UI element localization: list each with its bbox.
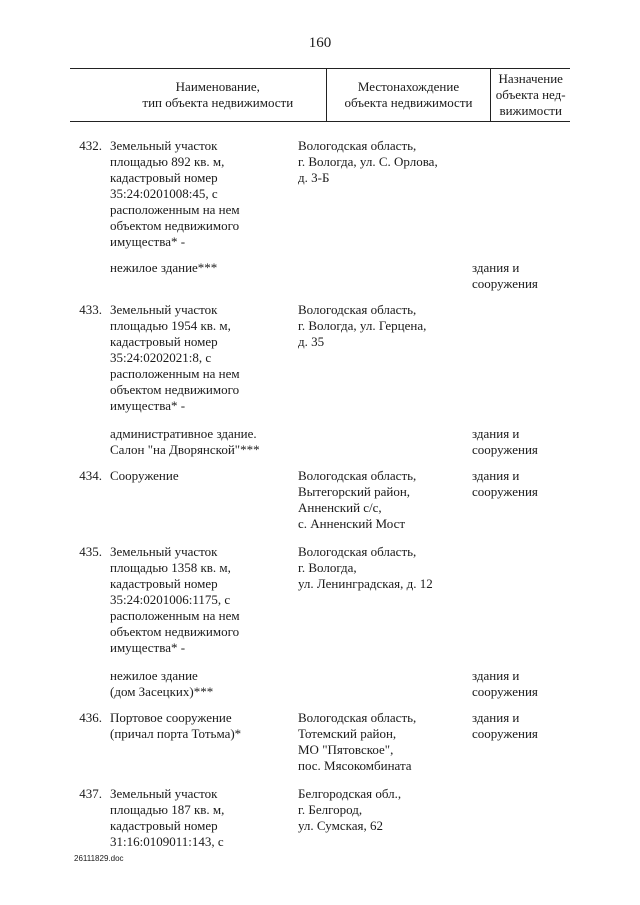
location-cell	[298, 710, 472, 774]
purpose-cell	[472, 302, 554, 414]
cell-line: сооружения	[472, 726, 538, 741]
cell-line: имущества* -	[110, 640, 186, 655]
header-purpose: Назначение объекта нед- вижимости	[495, 71, 566, 118]
object-name-cell	[110, 138, 298, 250]
row-number: 433.	[79, 302, 102, 317]
cell-line: здания и	[472, 710, 520, 725]
page-number: 160	[308, 35, 332, 51]
row-spacer	[70, 700, 570, 710]
cell-line: кадастровый номер	[110, 818, 218, 833]
cell-line: Вологодская область,	[298, 710, 417, 725]
cell-line: д. 3-Б	[298, 170, 330, 185]
cell-line: объектом недвижимого	[110, 382, 240, 397]
cell-line: Вологодская область,	[298, 302, 417, 317]
cell-line: 35:24:0201006:1175, с	[110, 592, 231, 607]
cell-line: Тотемский район,	[298, 726, 397, 741]
table-body	[70, 138, 570, 850]
table-row	[70, 260, 570, 292]
location-cell	[298, 426, 472, 458]
cell-line: Портовое сооружение	[110, 710, 232, 725]
cell-line: Салон "на Дворянской"***	[110, 442, 260, 457]
property-table	[70, 68, 570, 850]
cell-line: нежилое здание	[110, 668, 198, 683]
cell-line: площадью 1358 кв. м,	[110, 560, 231, 575]
row-spacer	[70, 458, 570, 468]
cell-line: площадью 892 кв. м,	[110, 154, 225, 169]
purpose-cell	[472, 138, 554, 250]
object-name-cell	[110, 426, 298, 458]
object-name-cell	[110, 302, 298, 414]
row-spacer	[70, 414, 570, 426]
cell-line: д. 35	[298, 334, 325, 349]
object-name-cell	[110, 468, 298, 532]
table-header	[70, 68, 570, 122]
cell-line: здания и	[472, 468, 520, 483]
cell-line: сооружения	[472, 276, 538, 291]
row-spacer	[70, 774, 570, 786]
cell-line: нежилое здание***	[110, 260, 218, 275]
cell-line: 35:24:0201008:45, с	[110, 186, 218, 201]
row-spacer	[70, 250, 570, 260]
cell-line: объектом недвижимого	[110, 218, 240, 233]
cell-line: пос. Мясокомбината	[298, 758, 412, 773]
cell-line: с. Анненский Мост	[298, 516, 406, 531]
cell-line: Сооружение	[110, 468, 179, 483]
cell-line: Вологодская область,	[298, 468, 417, 483]
cell-line: кадастровый номер	[110, 334, 218, 349]
row-number	[70, 668, 110, 700]
cell-line: площадью 1954 кв. м,	[110, 318, 231, 333]
location-cell	[298, 668, 472, 700]
row-spacer	[70, 656, 570, 668]
purpose-cell	[472, 426, 554, 458]
cell-line: Вологодская область,	[298, 138, 417, 153]
cell-line: ул. Сумская, 62	[298, 818, 383, 833]
cell-line: г. Белгород,	[298, 802, 363, 817]
location-cell	[298, 138, 472, 250]
cell-line: Вологодская область,	[298, 544, 417, 559]
cell-line: кадастровый номер	[110, 576, 218, 591]
cell-line: (дом Засецких)***	[110, 684, 214, 699]
cell-line: Земельный участок	[110, 138, 218, 153]
location-cell	[298, 260, 472, 292]
table-row	[70, 710, 570, 774]
purpose-cell	[472, 544, 554, 656]
row-number: 436.	[79, 710, 102, 725]
cell-line: г. Вологда,	[298, 560, 357, 575]
row-number: 434.	[79, 468, 102, 483]
table-row	[70, 302, 570, 414]
purpose-cell	[472, 668, 554, 700]
cell-line: кадастровый номер	[110, 170, 218, 185]
object-name-cell	[110, 710, 298, 774]
table-row	[70, 426, 570, 458]
cell-line: Земельный участок	[110, 544, 218, 559]
row-number	[70, 260, 110, 292]
cell-line: 35:24:0202021:8, с	[110, 350, 212, 365]
location-cell	[298, 544, 472, 656]
row-spacer	[70, 292, 570, 302]
cell-line: 31:16:0109011:143, с	[110, 834, 224, 849]
table-row	[70, 138, 570, 250]
object-name-cell	[110, 668, 298, 700]
row-spacer	[70, 532, 570, 544]
row-number	[70, 426, 110, 458]
cell-line: имущества* -	[110, 234, 186, 249]
cell-line: (причал порта Тотьма)*	[110, 726, 242, 741]
object-name-cell	[110, 544, 298, 656]
location-cell	[298, 302, 472, 414]
cell-line: Анненский с/с,	[298, 500, 382, 515]
purpose-cell	[472, 786, 554, 850]
table-row	[70, 786, 570, 850]
document-filename: 26111829.doc	[74, 854, 124, 863]
cell-line: сооружения	[472, 684, 538, 699]
cell-line: административное здание.	[110, 426, 257, 441]
cell-line: сооружения	[472, 442, 538, 457]
object-name-cell	[110, 786, 298, 850]
cell-line: г. Вологда, ул. Герцена,	[298, 318, 427, 333]
cell-line: расположенным на нем	[110, 202, 240, 217]
cell-line: площадью 187 кв. м,	[110, 802, 225, 817]
row-number: 435.	[79, 544, 102, 559]
cell-line: Земельный участок	[110, 786, 218, 801]
cell-line: Земельный участок	[110, 302, 218, 317]
cell-line: Белгородская обл.,	[298, 786, 402, 801]
cell-line: здания и	[472, 668, 520, 683]
cell-line: объектом недвижимого	[110, 624, 240, 639]
purpose-cell	[472, 468, 554, 532]
cell-line: МО "Пятовское",	[298, 742, 394, 757]
header-location: Местонахождение объекта недвижимости	[327, 69, 492, 121]
location-cell	[298, 468, 472, 532]
cell-line: имущества* -	[110, 398, 186, 413]
row-number: 437.	[79, 786, 102, 801]
cell-line: сооружения	[472, 484, 538, 499]
location-cell	[298, 786, 472, 850]
cell-line: г. Вологда, ул. С. Орлова,	[298, 154, 438, 169]
purpose-cell	[472, 710, 554, 774]
purpose-cell	[472, 260, 554, 292]
cell-line: расположенным на нем	[110, 366, 240, 381]
table-row	[70, 544, 570, 656]
cell-line: здания и	[472, 426, 520, 441]
row-number: 432.	[79, 138, 102, 153]
cell-line: здания и	[472, 260, 520, 275]
header-name-type: Наименование, тип объекта недвижимости	[110, 69, 327, 121]
table-row	[70, 668, 570, 700]
cell-line: Вытегорский район,	[298, 484, 411, 499]
object-name-cell	[110, 260, 298, 292]
table-row	[70, 468, 570, 532]
cell-line: ул. Ленинградская, д. 12	[298, 576, 433, 591]
cell-line: расположенным на нем	[110, 608, 240, 623]
